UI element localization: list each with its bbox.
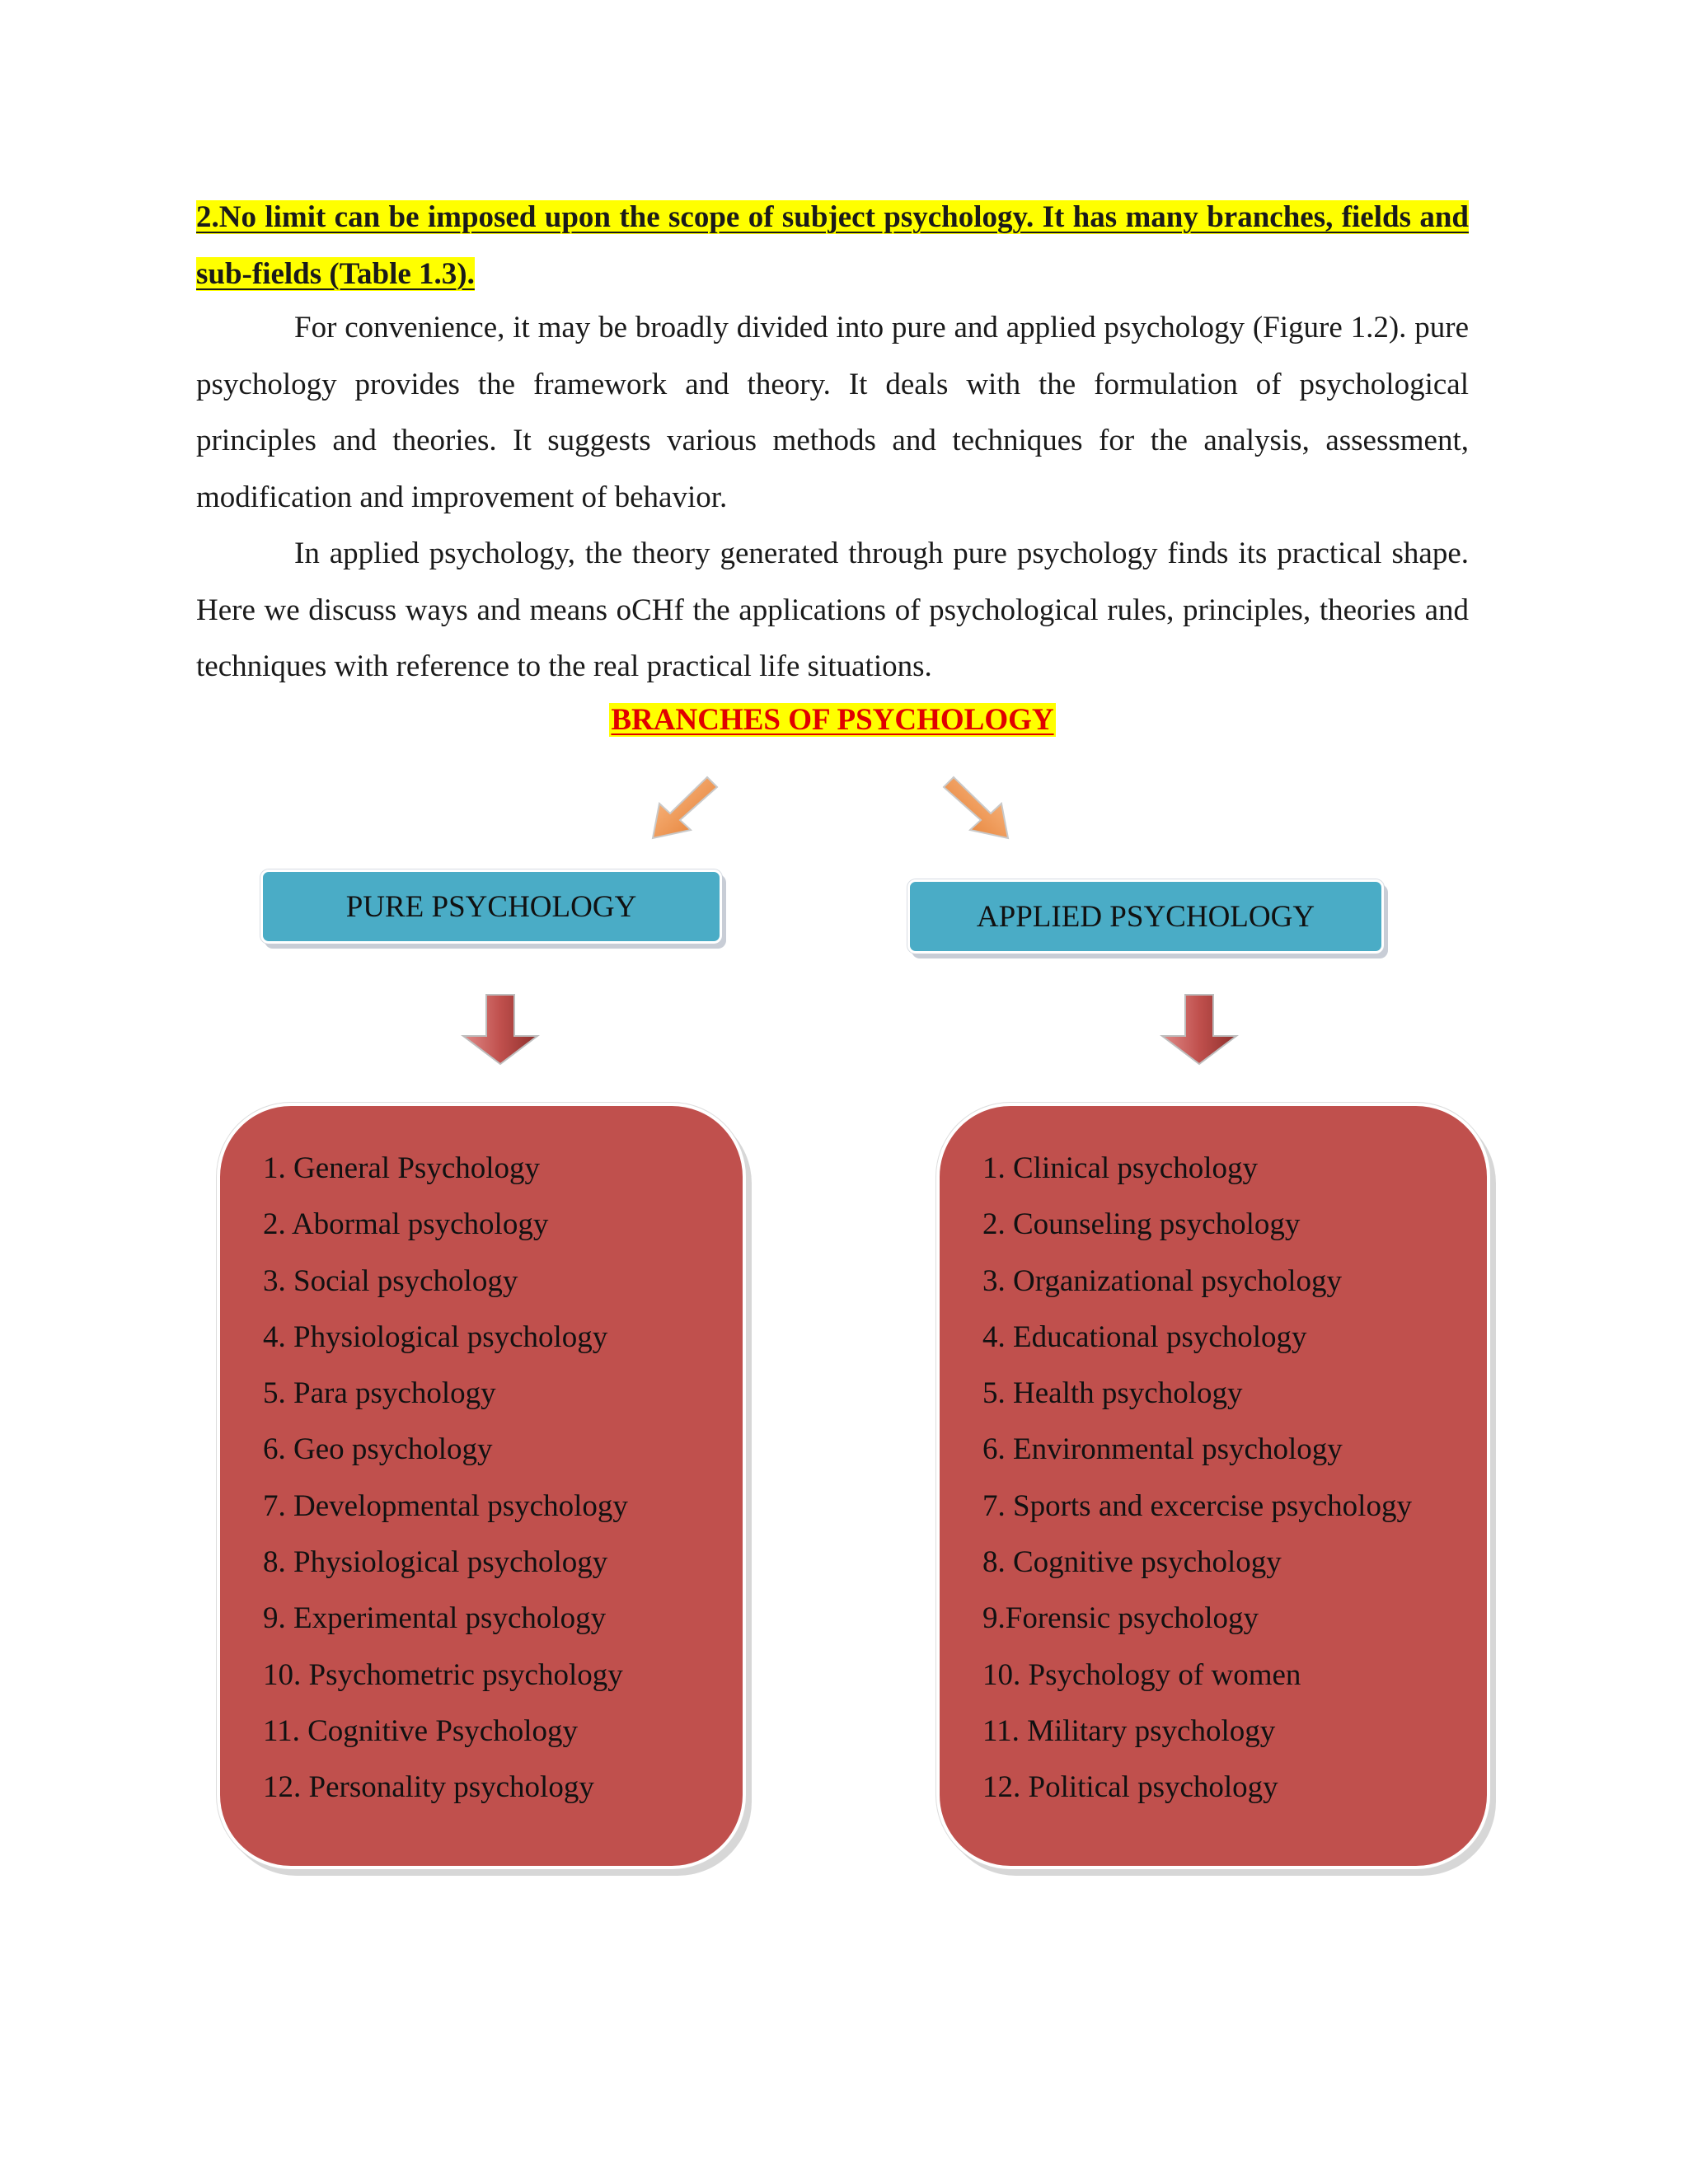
list-item: 6. Geo psychology: [263, 1432, 493, 1467]
list-item: 3. Social psychology: [263, 1263, 518, 1298]
applied-psychology-box: [907, 879, 1384, 954]
section-heading: [196, 190, 1469, 302]
list-item: 4. Educational psychology: [982, 1319, 1307, 1354]
applied-psychology-list: [982, 1141, 1412, 1816]
pure-psychology-box: [260, 869, 722, 944]
arrow-down-right-icon: [935, 771, 1026, 845]
heading-text: 2.No limit can be imposed upon the scope of subject psychology. It has many branches, fields and sub-fields (Table 1.3).: [196, 200, 1469, 291]
list-item: 5. Health psychology: [982, 1376, 1243, 1411]
list-item: 6. Environmental psychology: [982, 1432, 1343, 1467]
list-item: 4. Physiological psychology: [263, 1319, 608, 1354]
applied-psychology-list-box: [936, 1103, 1490, 1869]
list-item: 9. Experimental psychology: [263, 1601, 607, 1636]
pure-psychology-label: PURE PSYCHOLOGY: [345, 889, 637, 924]
list-item: 5. Para psychology: [263, 1376, 496, 1411]
list-item: 2. Counseling psychology: [982, 1207, 1301, 1242]
list-item: 7. Developmental psychology: [263, 1488, 628, 1523]
list-item: 1. Clinical psychology: [982, 1151, 1258, 1185]
applied-psychology-label: APPLIED PSYCHOLOGY: [976, 899, 1315, 934]
list-item: 8. Cognitive psychology: [982, 1545, 1282, 1580]
list-item: 11. Military psychology: [982, 1713, 1276, 1748]
paragraph-2: In applied psychology, the theory generated through pure psychology finds its practical shape. Here we discuss ways and means oCHf the applications of psychological rules, principles, theories and techniques with reference to the real practical life situations.: [196, 537, 1469, 683]
paragraph-1: For convenience, it may be broadly divided into pure and applied psychology (Figure 1.2). pure psychology provides the framework and theory. It deals with the formulation of psychological principles and theories. It suggests various methods and techniques for the analysis, assessment, modification and improvement of behavior.: [196, 311, 1469, 514]
list-item: 10. Psychology of women: [982, 1657, 1301, 1692]
list-item: 12. Political psychology: [982, 1770, 1278, 1805]
list-item: 3. Organizational psychology: [982, 1263, 1343, 1298]
arrow-down-icon: [455, 993, 546, 1067]
list-item: 7. Sports and excercise psychology: [982, 1488, 1412, 1523]
list-item: 8. Physiological psychology: [263, 1545, 608, 1580]
list-item: 9.Forensic psychology: [982, 1601, 1259, 1636]
list-item: 12. Personality psychology: [263, 1770, 594, 1805]
list-item: 10. Psychometric psychology: [263, 1657, 623, 1692]
diagram-title: [0, 701, 1665, 740]
diagram-title-text: BRANCHES OF PSYCHOLOGY: [611, 703, 1054, 737]
arrow-down-left-icon: [635, 771, 725, 845]
arrow-down-icon: [1154, 993, 1245, 1067]
list-item: 2. Abormal psychology: [263, 1207, 549, 1242]
pure-psychology-list-box: [217, 1103, 746, 1869]
list-item: 1. General Psychology: [263, 1151, 541, 1185]
pure-psychology-list: [263, 1141, 628, 1816]
list-item: 11. Cognitive Psychology: [263, 1713, 578, 1748]
